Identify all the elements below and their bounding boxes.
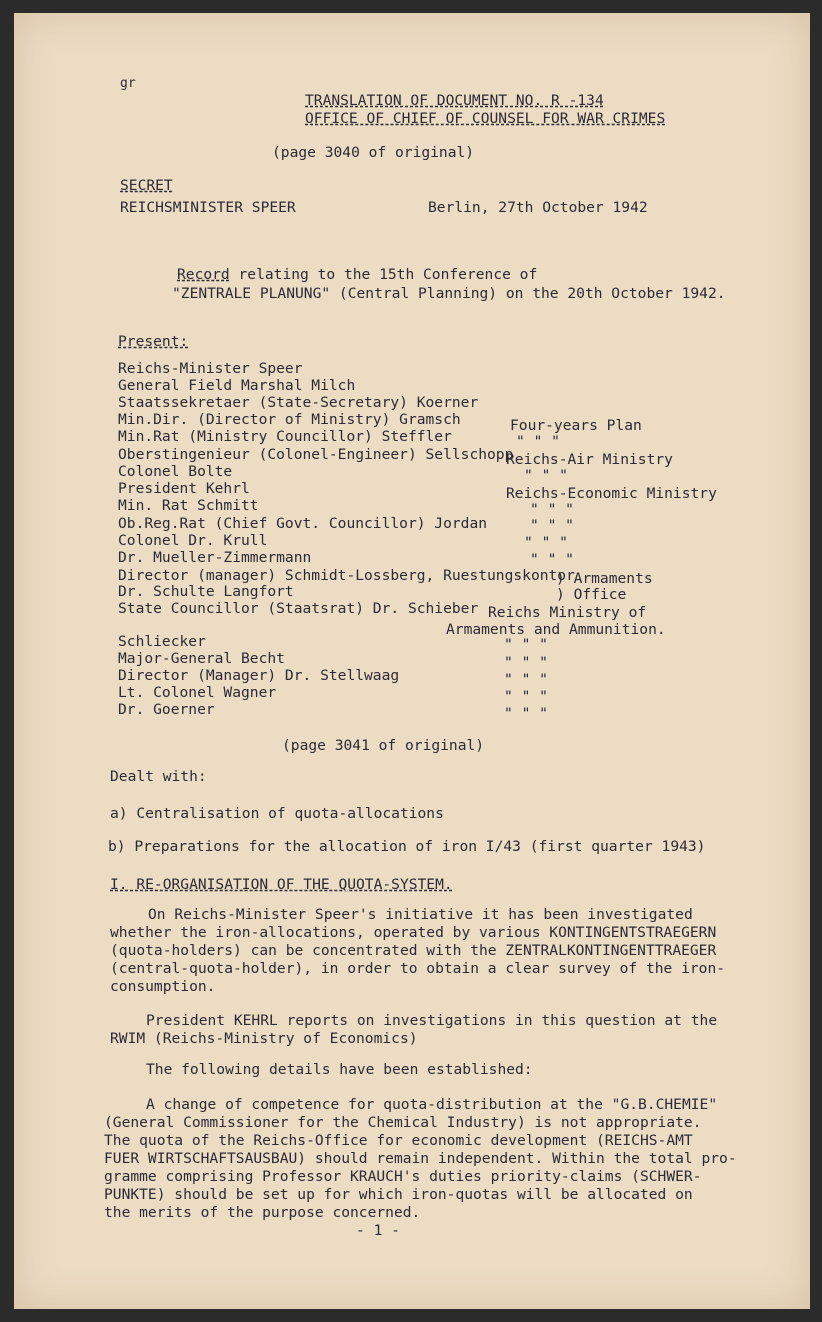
attendee-name: Major-General Becht (118, 650, 285, 667)
attendee-affiliation: " " " (530, 517, 574, 534)
page-reference-mid: (page 3041 of original) (282, 737, 485, 754)
paragraph-line: whether the iron-allocations, operated by various KONTINGENTSTRAEGERN (110, 924, 717, 941)
paragraph-line: (quota-holders) can be concentrated with the ZENTRALKONTINGENTTRAEGER (110, 942, 717, 959)
attendee-name: Director (manager) Schmidt-Lossberg, Ruestungskontor (118, 567, 575, 584)
attendee-name: President Kehrl (118, 480, 250, 497)
paragraph-line: (General Commissioner for the Chemical Industry) is not appropriate. (104, 1114, 702, 1131)
attendee-name: Dr. Goerner (118, 701, 215, 718)
paragraph-line: PUNKTE) should be set up for which iron-quotas will be allocated on (104, 1186, 693, 1203)
attendee-affiliation: " " " (530, 501, 574, 518)
attendee-name: Schliecker (118, 633, 206, 650)
attendee-affiliation: " " " (524, 467, 568, 484)
agenda-item: a) Centralisation of quota-allocations (110, 805, 444, 822)
agenda-item: b) Preparations for the allocation of iron I/43 (first quarter 1943) (108, 838, 706, 855)
place-date: Berlin, 27th October 1942 (428, 199, 648, 216)
paragraph-line: the merits of the purpose concerned. (104, 1204, 421, 1221)
paragraph-line: gramme comprising Professor KRAUCH's duties priority-claims (SCHWER- (104, 1168, 702, 1185)
paragraph-line: RWIM (Reichs-Ministry of Economics) (110, 1030, 418, 1047)
present-heading: Present: (118, 333, 189, 350)
paragraph-line: A change of competence for quota-distribution at the "G.B.CHEMIE" (146, 1096, 718, 1113)
attendee-name: Reichs-Minister Speer (118, 360, 303, 377)
attendee-affiliation: Four-years Plan (510, 417, 642, 434)
page-number: - 1 - (356, 1222, 400, 1239)
attendee-name: Min. Rat Schmitt (118, 497, 259, 514)
attendee-affiliation: Reichs-Economic Ministry (506, 485, 717, 502)
paragraph-line: President KEHRL reports on investigations in this question at the (146, 1012, 718, 1029)
attendee-affiliation: Reichs Ministry of (488, 604, 647, 621)
page-reference-top: (page 3040 of original) (272, 144, 475, 161)
attendee-affiliation: " " " (524, 534, 568, 551)
attendee-affiliation: Reichs-Air Ministry (506, 451, 673, 468)
attendee-affiliation: ) Office (556, 586, 627, 603)
attendee-name: Director (Manager) Dr. Stellwaag (118, 667, 400, 684)
attendee-name: Dr. Schulte Langfort (118, 583, 294, 600)
attendee-affiliation: " " " (504, 636, 548, 653)
paragraph-line: On Reichs-Minister Speer's initiative it has been investigated (148, 906, 693, 923)
attendee-affiliation: " " " (504, 688, 548, 705)
attendee-name: Colonel Bolte (118, 463, 233, 480)
document-title-line1: TRANSLATION OF DOCUMENT NO. R -134 (305, 92, 604, 109)
attendee-name: Min.Dir. (Director of Ministry) Gramsch (118, 411, 461, 428)
attendee-name: Dr. Mueller-Zimmermann (118, 549, 312, 566)
record-word: Record (177, 266, 230, 283)
record-line1: relating to the 15th Conference of (238, 266, 538, 283)
attendee-name: Min.Rat (Ministry Councillor) Steffler (118, 428, 452, 445)
attendee-name: Lt. Colonel Wagner (118, 684, 277, 701)
paragraph-line: (central-quota-holder), in order to obtain a clear survey of the iron- (110, 960, 726, 977)
attendee-affiliation: " " " (530, 551, 574, 568)
attendee-affiliation: " " " (504, 654, 548, 671)
sender-line: REICHSMINISTER SPEER (120, 199, 296, 216)
document-title-line2: OFFICE OF CHIEF OF COUNSEL FOR WAR CRIMES (305, 110, 666, 127)
paragraph-line: The quota of the Reichs-Office for economic development (REICHS-AMT (104, 1132, 693, 1149)
paragraph-2 (110, 1012, 717, 1048)
attendee-affiliation: ) Armaments (556, 570, 653, 587)
attendee-name: Oberstingenieur (Colonel-Engineer) Sellschopp (118, 446, 514, 463)
attendee-affiliation: " " " (516, 433, 560, 450)
typist-initials: gr (120, 76, 136, 91)
attendee-name: Colonel Dr. Krull (118, 532, 268, 549)
section-heading: I. RE-ORGANISATION OF THE QUOTA-SYSTEM. (110, 876, 453, 893)
attendee-name: State Councillor (Staatsrat) Dr. Schieber (118, 600, 479, 617)
classification-label: SECRET (120, 177, 173, 194)
attendee-name: General Field Marshal Milch (118, 377, 356, 394)
attendee-name: Staatssekretaer (State-Secretary) Koerner (118, 394, 479, 411)
dealt-with-heading: Dealt with: (110, 768, 207, 785)
paragraph-line: consumption. (110, 978, 216, 995)
attendee-affiliation: " " " (504, 705, 548, 722)
paragraph-1 (110, 906, 725, 996)
attendee-name: Ob.Reg.Rat (Chief Govt. Councillor) Jordan (118, 515, 488, 532)
attendee-affiliation: " " " (504, 671, 548, 688)
paragraph-line: FUER WIRTSCHAFTSAUSBAU) should remain independent. Within the total pro- (104, 1150, 737, 1167)
attendee-affiliation: Armaments and Ammunition. (446, 621, 666, 638)
record-line2: "ZENTRALE PLANUNG" (Central Planning) on the 20th October 1942. (172, 285, 726, 302)
paragraph-4 (104, 1096, 737, 1222)
paragraph-3: The following details have been established: (146, 1061, 533, 1078)
